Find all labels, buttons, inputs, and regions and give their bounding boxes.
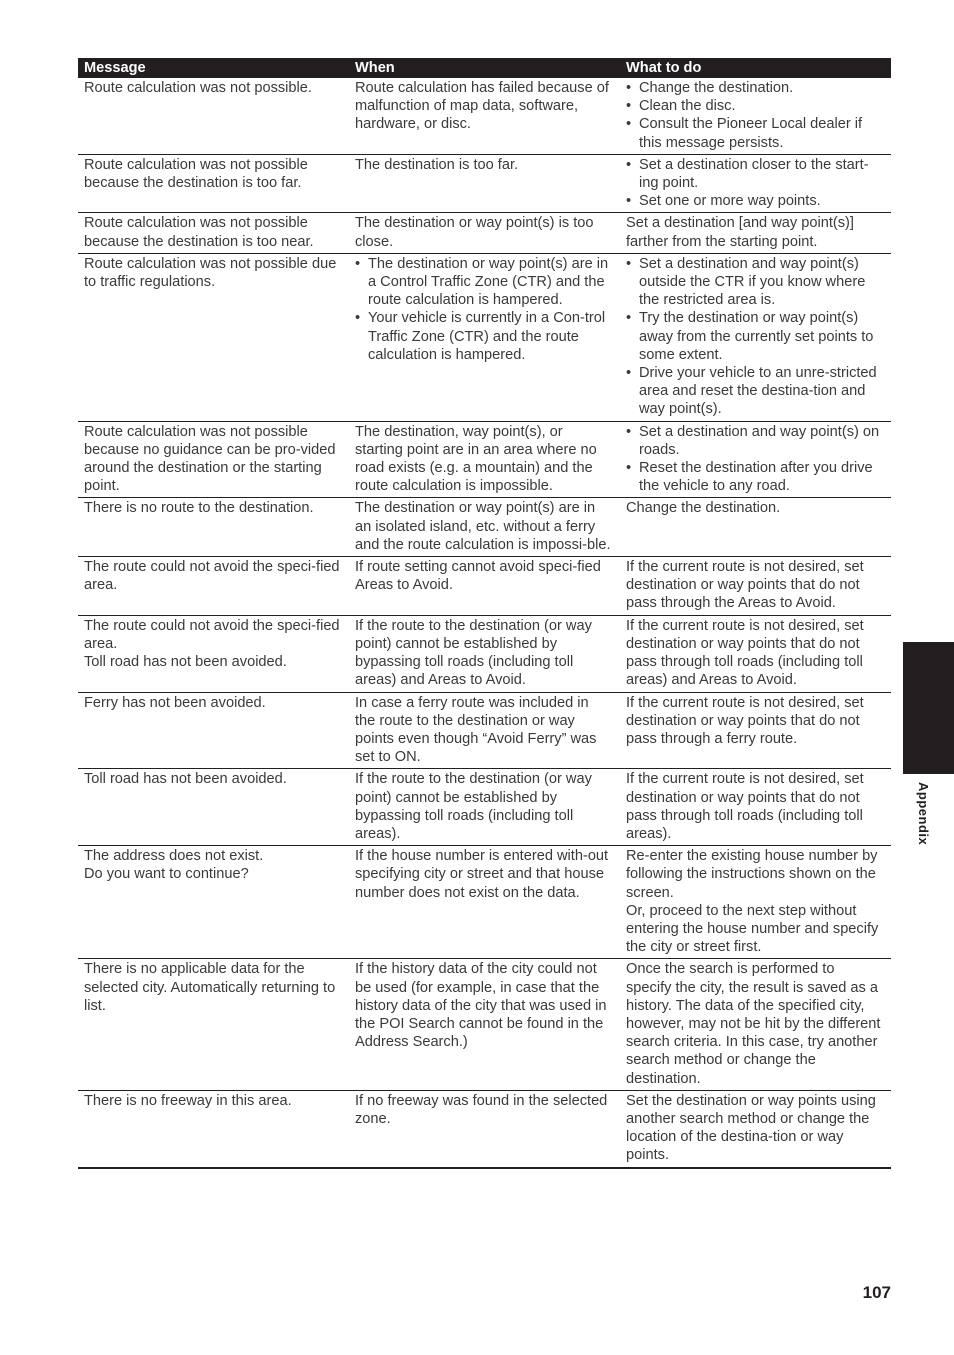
cell-message: [78, 421, 349, 498]
table-header: [78, 58, 891, 78]
message-text: Ferry has not been avoided.: [84, 694, 266, 711]
when-text: If the route to the destination (or way point) cannot be established by bypassing toll roads (including toll areas).: [355, 771, 592, 842]
cell-when: [349, 557, 620, 616]
message-text: Toll road has not been avoided.: [84, 654, 287, 671]
cell-when: [349, 692, 620, 769]
cell-what-to-do: [620, 498, 891, 557]
table-row: [78, 769, 891, 846]
message-text: There is no route to the destination.: [84, 500, 314, 517]
what-to-do-text: If the current route is not desired, set destination or way points that do not pass through toll roads (including toll areas) and Areas to Avoid.: [626, 617, 864, 689]
when-text: The destination is too far.: [355, 156, 519, 173]
cell-when: [349, 154, 620, 213]
header-message: Message: [78, 58, 349, 78]
bullet-list: [626, 156, 883, 211]
bullet-list: [626, 79, 883, 152]
cell-message: [78, 692, 349, 769]
section-side-tab: [903, 642, 954, 774]
cell-message: [78, 615, 349, 692]
table-body: [78, 78, 891, 1168]
cell-message: [78, 769, 349, 846]
bullet-list: [626, 423, 883, 496]
cell-what-to-do: [620, 154, 891, 213]
what-to-do-text: If the current route is not desired, set destination or way points that do not pass through toll roads (including toll areas).: [626, 771, 864, 842]
cell-when: [349, 253, 620, 421]
when-text: If the house number is entered with-out specifying city or street and that house number does not exist on the data.: [355, 848, 609, 901]
message-text: Route calculation was not possible because no guidance can be pro-vided around the destination or the starting point.: [84, 423, 336, 495]
what-to-do-text: Set a destination [and way point(s)] farther from the starting point.: [626, 215, 854, 250]
table-row: [78, 846, 891, 959]
bullet-item: • Set a destination closer to the start-ing point.: [626, 156, 883, 192]
cell-when: [349, 769, 620, 846]
cell-what-to-do: [620, 615, 891, 692]
what-to-do-text: If the current route is not desired, set destination or way points that do not pass through a ferry route.: [626, 694, 864, 747]
message-text: There is no freeway in this area.: [84, 1092, 292, 1109]
when-text: If route setting cannot avoid speci-fied Areas to Avoid.: [355, 559, 601, 594]
cell-message: [78, 846, 349, 959]
bullet-item: • Try the destination or way point(s) away from the currently set points to some extent.: [626, 309, 883, 364]
table-row: [78, 154, 891, 213]
message-table: [78, 58, 891, 1169]
table-row: [78, 213, 891, 253]
cell-message: [78, 1090, 349, 1167]
bullet-item: • The destination or way point(s) are in a Control Traffic Zone (CTR) and the route calculation is hampered.: [355, 255, 612, 310]
when-text: In case a ferry route was included in the route to the destination or way points even though “Avoid Ferry” was set to ON.: [355, 694, 597, 766]
message-text: The route could not avoid the speci-fied area.: [84, 559, 340, 594]
what-to-do-text: Change the destination.: [626, 500, 781, 517]
cell-what-to-do: [620, 78, 891, 154]
cell-when: [349, 78, 620, 154]
cell-what-to-do: [620, 769, 891, 846]
cell-what-to-do: [620, 253, 891, 421]
cell-when: [349, 615, 620, 692]
when-text: The destination, way point(s), or starting point are in an area where no road exists (e.g. a mountain) and the route calculation is impossible.: [355, 423, 597, 495]
bullet-item: • Set a destination and way point(s) outside the CTR if you know where the restricted area is.: [626, 255, 883, 310]
cell-message: [78, 78, 349, 154]
when-text: The destination or way point(s) are in an isolated island, etc. without a ferry and the route calculation is impossi-ble.: [355, 500, 611, 553]
bullet-list: [626, 255, 883, 419]
bullet-item: • Set a destination and way point(s) on roads.: [626, 423, 883, 459]
cell-message: [78, 959, 349, 1090]
when-text: If the history data of the city could not be used (for example, in case that the history data of the city that was used in the POI Search cannot be found in the Address Search.): [355, 961, 607, 1051]
cell-message: [78, 253, 349, 421]
bullet-item: • Consult the Pioneer Local dealer if this message persists.: [626, 115, 883, 151]
header-what-to-do: What to do: [620, 58, 891, 78]
bullet-item: • Clean the disc.: [626, 97, 883, 115]
cell-what-to-do: [620, 1090, 891, 1167]
cell-message: [78, 557, 349, 616]
what-to-do-text: Re-enter the existing house number by following the instructions shown on the screen.: [626, 848, 878, 901]
cell-when: [349, 421, 620, 498]
bullet-list: [355, 255, 612, 364]
cell-what-to-do: [620, 692, 891, 769]
message-text: Route calculation was not possible because the destination is too far.: [84, 156, 308, 192]
cell-message: [78, 213, 349, 253]
header-row: [78, 58, 891, 78]
message-text: Route calculation was not possible due to traffic regulations.: [84, 255, 337, 291]
when-text: If no freeway was found in the selected zone.: [355, 1092, 608, 1127]
table-row: [78, 615, 891, 692]
cell-message: [78, 498, 349, 557]
what-to-do-text: Or, proceed to the next step without entering the house number and specify the city or street first.: [626, 902, 879, 956]
message-text: The route could not avoid the speci-fied area.: [84, 617, 340, 652]
cell-what-to-do: [620, 846, 891, 959]
bullet-item: • Drive your vehicle to an unre-stricted area and reset the destina-tion and way point(s).: [626, 364, 883, 419]
when-text: The destination or way point(s) is too close.: [355, 215, 594, 250]
when-text: Route calculation has failed because of malfunction of map data, software, hardware, or disc.: [355, 80, 609, 133]
bullet-item: • Your vehicle is currently in a Con-trol Traffic Zone (CTR) and the route calculation is hampered.: [355, 309, 612, 364]
table-row: [78, 692, 891, 769]
table-row: [78, 959, 891, 1090]
what-to-do-text: If the current route is not desired, set destination or way points that do not pass through the Areas to Avoid.: [626, 559, 864, 612]
message-text: Toll road has not been avoided.: [84, 771, 287, 788]
cell-when: [349, 498, 620, 557]
cell-what-to-do: [620, 213, 891, 253]
what-to-do-text: Once the search is performed to specify the city, the result is saved as a history. The data of the specified city, however, may not be hit by the different search criteria. In this case, try another search method or change the destination.: [626, 961, 881, 1087]
table-row: [78, 498, 891, 557]
cell-when: [349, 846, 620, 959]
message-text: Do you want to continue?: [84, 866, 249, 883]
header-when: When: [349, 58, 620, 78]
table-row: [78, 78, 891, 154]
table-row: [78, 1090, 891, 1167]
bullet-item: • Reset the destination after you drive the vehicle to any road.: [626, 459, 883, 495]
page-number: 107: [862, 1283, 891, 1302]
table-row: [78, 421, 891, 498]
cell-when: [349, 213, 620, 253]
what-to-do-text: Set the destination or way points using another search method or change the location of the destina-tion or way points.: [626, 1092, 876, 1164]
cell-what-to-do: [620, 959, 891, 1090]
cell-when: [349, 959, 620, 1090]
when-text: If the route to the destination (or way point) cannot be established by bypassing toll roads (including toll areas) and Areas to Avoid.: [355, 617, 592, 689]
table-row: [78, 253, 891, 421]
message-text: There is no applicable data for the selected city. Automatically returning to list.: [84, 961, 336, 1014]
message-text: The address does not exist.: [84, 848, 264, 865]
cell-what-to-do: [620, 557, 891, 616]
table-row: [78, 557, 891, 616]
message-text: Route calculation was not possible because the destination is too near.: [84, 215, 314, 250]
cell-what-to-do: [620, 421, 891, 498]
section-side-label: Appendix: [916, 782, 931, 846]
cell-when: [349, 1090, 620, 1167]
bullet-item: • Set one or more way points.: [626, 192, 883, 210]
bullet-item: • Change the destination.: [626, 79, 883, 97]
cell-message: [78, 154, 349, 213]
message-text: Route calculation was not possible.: [84, 80, 312, 96]
